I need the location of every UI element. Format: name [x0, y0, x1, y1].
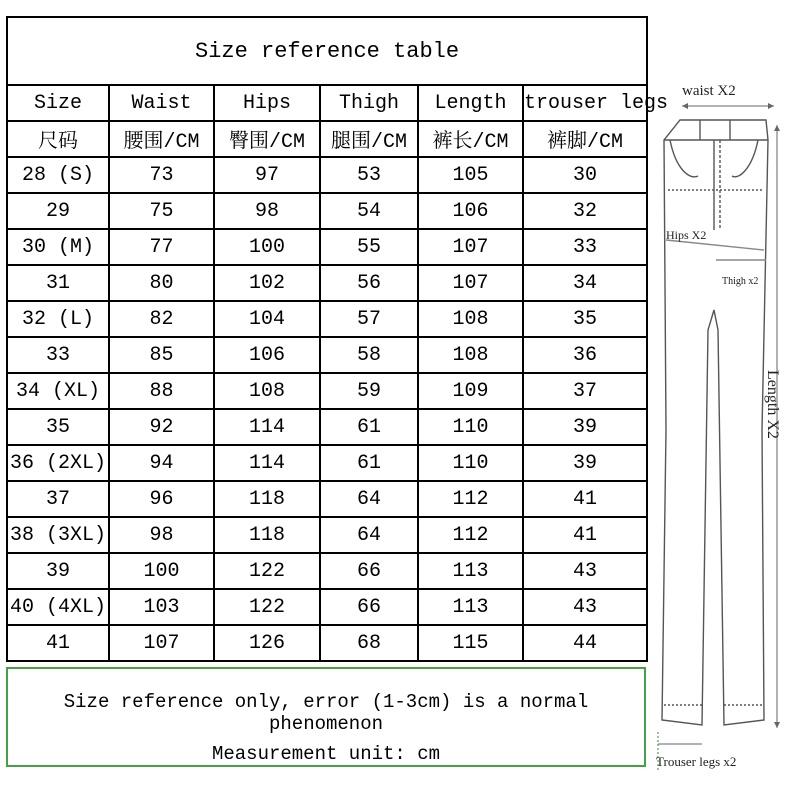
column-header: Size: [7, 85, 109, 121]
table-cell: 37: [7, 481, 109, 517]
table-cell: 105: [418, 157, 523, 193]
table-cell: 36 (2XL): [7, 445, 109, 481]
table-cell: 108: [214, 373, 320, 409]
table-cell: 35: [523, 301, 647, 337]
thigh-label: Thigh x2: [722, 276, 759, 287]
table-cell: 28 (S): [7, 157, 109, 193]
table-row: [7, 517, 647, 553]
table-cell: 122: [214, 553, 320, 589]
table-cell: 29: [7, 193, 109, 229]
table-cell: 98: [214, 193, 320, 229]
table-cell: 39: [523, 445, 647, 481]
column-header-chinese: 腰围/CM: [109, 121, 214, 157]
table-cell: 41: [7, 625, 109, 661]
table-cell: 33: [523, 229, 647, 265]
table-cell: 112: [418, 481, 523, 517]
length-label: Length X2: [764, 370, 781, 439]
table-cell: 41: [523, 517, 647, 553]
table-cell: 85: [109, 337, 214, 373]
header-row: [7, 85, 647, 121]
table-cell: 40 (4XL): [7, 589, 109, 625]
table-cell: 113: [418, 589, 523, 625]
column-header-chinese: 尺码: [7, 121, 109, 157]
table-cell: 107: [418, 265, 523, 301]
table-cell: 35: [7, 409, 109, 445]
table-cell: 56: [320, 265, 418, 301]
table-cell: 75: [109, 193, 214, 229]
table-cell: 108: [418, 301, 523, 337]
table-row: [7, 409, 647, 445]
trousers-illustration: [652, 80, 800, 780]
table-row: [7, 553, 647, 589]
table-cell: 55: [320, 229, 418, 265]
table-cell: 96: [109, 481, 214, 517]
size-table-container: [6, 16, 669, 666]
table-cell: 108: [418, 337, 523, 373]
table-cell: 30 (M): [7, 229, 109, 265]
table-cell: 80: [109, 265, 214, 301]
table-cell: 33: [7, 337, 109, 373]
table-cell: 82: [109, 301, 214, 337]
note-unit: Measurement unit: cm: [211, 743, 441, 765]
table-cell: 104: [214, 301, 320, 337]
table-cell: 64: [320, 517, 418, 553]
table-cell: 94: [109, 445, 214, 481]
table-row: [7, 229, 647, 265]
table-cell: 103: [109, 589, 214, 625]
table-cell: 32: [523, 193, 647, 229]
table-cell: 54: [320, 193, 418, 229]
table-cell: 106: [214, 337, 320, 373]
column-header: trouser legs: [523, 85, 647, 121]
table-cell: 37: [523, 373, 647, 409]
table-cell: 113: [418, 553, 523, 589]
table-row: [7, 373, 647, 409]
table-cell: 97: [214, 157, 320, 193]
table-cell: 41: [523, 481, 647, 517]
table-cell: 44: [523, 625, 647, 661]
table-cell: 66: [320, 589, 418, 625]
table-cell: 39: [7, 553, 109, 589]
table-row: [7, 193, 647, 229]
table-cell: 118: [214, 517, 320, 553]
table-cell: 64: [320, 481, 418, 517]
table-cell: 36: [523, 337, 647, 373]
table-cell: 114: [214, 409, 320, 445]
table-cell: 39: [523, 409, 647, 445]
table-cell: 102: [214, 265, 320, 301]
table-cell: 107: [109, 625, 214, 661]
table-cell: 114: [214, 445, 320, 481]
table-cell: 73: [109, 157, 214, 193]
size-reference-table: [6, 16, 669, 662]
table-cell: 98: [109, 517, 214, 553]
table-cell: 43: [523, 553, 647, 589]
table-cell: 122: [214, 589, 320, 625]
table-cell: 32 (L): [7, 301, 109, 337]
table-cell: 110: [418, 445, 523, 481]
table-cell: 68: [320, 625, 418, 661]
header-row-chinese: [7, 121, 647, 157]
column-header: Waist: [109, 85, 214, 121]
trouser-legs-label: Trouser legs x2: [656, 754, 737, 769]
table-cell: 118: [214, 481, 320, 517]
column-header-chinese: 裤长/CM: [418, 121, 523, 157]
table-row: [7, 301, 647, 337]
table-row: [7, 481, 647, 517]
table-cell: 100: [214, 229, 320, 265]
note-disclaimer: Size reference only, error (1-3cm) is a normal phenomenon: [63, 691, 589, 735]
table-cell: 30: [523, 157, 647, 193]
table-cell: 57: [320, 301, 418, 337]
table-cell: 77: [109, 229, 214, 265]
table-cell: 61: [320, 409, 418, 445]
hips-label: Hips X2: [666, 228, 707, 242]
table-cell: 34: [523, 265, 647, 301]
column-header: Hips: [214, 85, 320, 121]
table-row: [7, 265, 647, 301]
table-cell: 66: [320, 553, 418, 589]
table-cell: 59: [320, 373, 418, 409]
table-cell: 38 (3XL): [7, 517, 109, 553]
table-title: Size reference table: [7, 17, 647, 85]
table-cell: 53: [320, 157, 418, 193]
table-cell: 126: [214, 625, 320, 661]
column-header: Thigh: [320, 85, 418, 121]
table-cell: 106: [418, 193, 523, 229]
table-cell: 88: [109, 373, 214, 409]
table-row: [7, 625, 647, 661]
table-row: [7, 589, 647, 625]
column-header-chinese: 裤脚/CM: [523, 121, 647, 157]
table-row: [7, 337, 647, 373]
table-cell: 43: [523, 589, 647, 625]
table-cell: 58: [320, 337, 418, 373]
table-cell: 100: [109, 553, 214, 589]
column-header-chinese: 臀围/CM: [214, 121, 320, 157]
table-cell: 112: [418, 517, 523, 553]
table-cell: 31: [7, 265, 109, 301]
table-row: [7, 445, 647, 481]
column-header: Length: [418, 85, 523, 121]
table-cell: 110: [418, 409, 523, 445]
table-cell: 107: [418, 229, 523, 265]
waist-label: waist X2: [682, 83, 736, 99]
note-box: [6, 667, 646, 767]
table-cell: 34 (XL): [7, 373, 109, 409]
table-cell: 92: [109, 409, 214, 445]
table-cell: 115: [418, 625, 523, 661]
column-header-chinese: 腿围/CM: [320, 121, 418, 157]
table-row: [7, 157, 647, 193]
table-cell: 61: [320, 445, 418, 481]
table-cell: 109: [418, 373, 523, 409]
